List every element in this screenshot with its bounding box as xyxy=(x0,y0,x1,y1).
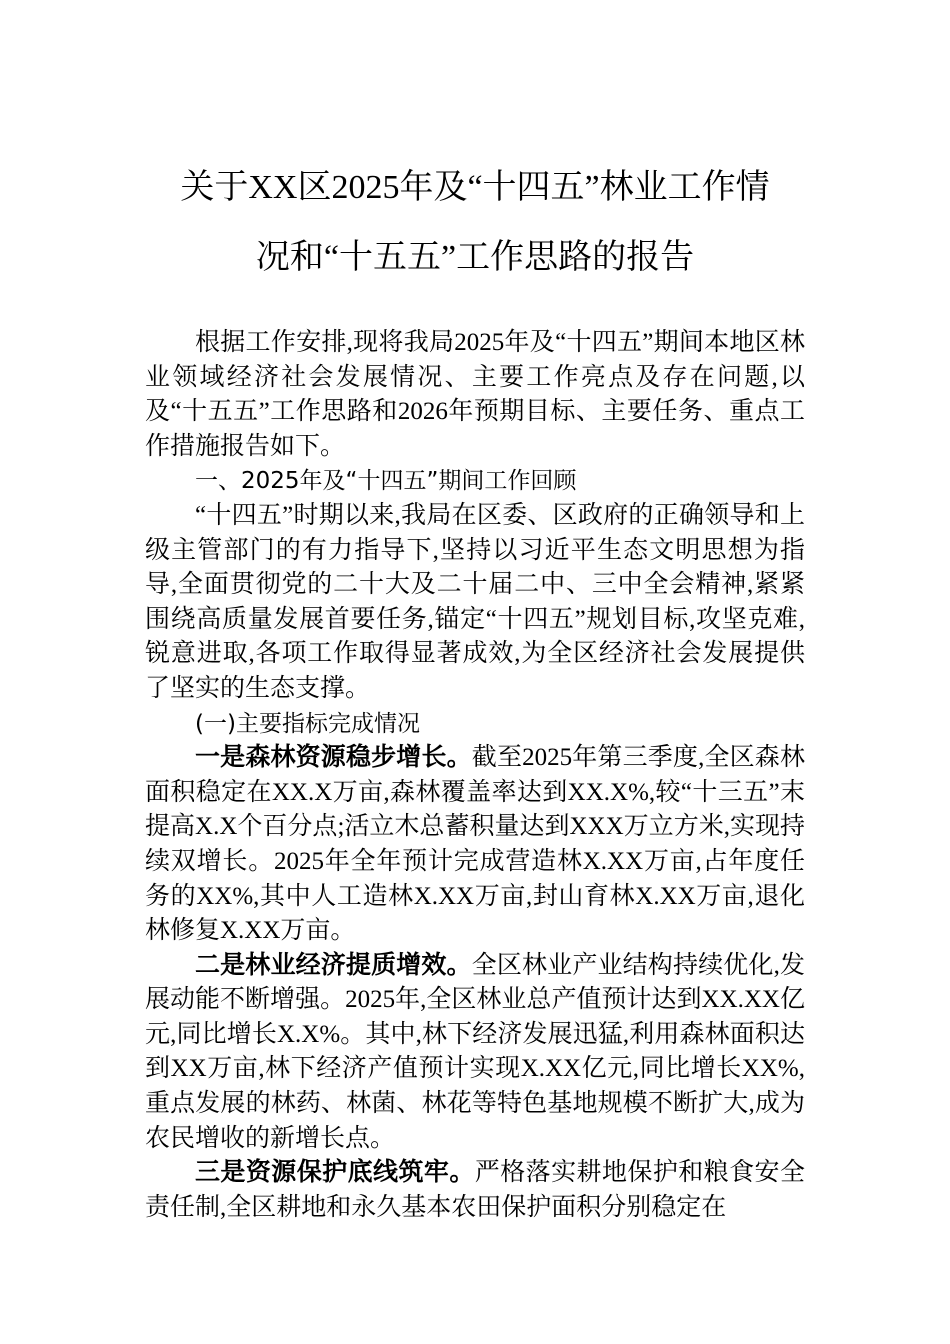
item-3-lead: 三是资源保护底线筑牢。 xyxy=(195,1159,475,1187)
item-1-paragraph xyxy=(145,741,805,949)
item-1-lead: 一是森林资源稳步增长。 xyxy=(195,744,472,772)
document-title-line-2: 况和“十五五”工作思路的报告 xyxy=(255,239,695,276)
section-1-paragraph: “十四五”时期以来,我局在区委、区政府的正确领导和上级主管部门的有力指导下,坚持以习近平生态文明思想为指导,全面贯彻党的二十大及二十届二中、三中全会精神,紧紧围绕高质量发展首要任务,锚定“十四五”规划目标,攻坚克难,锐意进取,各项工作取得显著成效,为全区经济社会发展提供了坚实的生态支撑。 xyxy=(145,501,805,702)
document-title-line-1: 关于XX区2025年及“十四五”林业工作情 xyxy=(180,169,770,206)
item-2-text: 全区林业产业结构持续优化,发展动能不断增强。2025年,全区林业总产值预计达到XX.XX亿元,同比增长X.X%。其中,林下经济发展迅猛,利用森林面积达到XX万亩,林下经济产值预计实现X.XX亿元,同比增长XX%,重点发展的林药、林菌、林花等特色基地规模不断扩大,成为农民增收的新增长点。 xyxy=(145,951,805,1152)
item-1-text: 截至2025年第三季度,全区森林面积稳定在XX.X万亩,森林覆盖率达到XX.X%,较“十三五”末提高X.X个百分点;活立木总蓄积量达到XXX万立方米,实现持续双增长。2025年全年预计完成营造林X.XX万亩,占年度任务的XX%,其中人工造林X.XX万亩,封山育林X.XX万亩,退化林修复X.XX万亩。 xyxy=(145,744,806,945)
document-body xyxy=(145,326,805,1225)
section-1-heading: 一、2025年及“十四五”期间工作回顾 xyxy=(195,468,577,495)
item-2-lead: 二是林业经济提质增效。 xyxy=(195,951,472,979)
item-3-text: 严格落实耕地保护和粮食安全责任制,全区耕地和永久基本农田保护面积分别稳定在 xyxy=(145,1159,805,1221)
item-2-paragraph xyxy=(145,949,805,1157)
item-3-paragraph xyxy=(145,1156,805,1225)
subsection-1-heading: (一)主要指标完成情况 xyxy=(195,710,420,737)
intro-paragraph: 根据工作安排,现将我局2025年及“十四五”期间本地区林业领域经济社会发展情况、主要工作亮点及存在问题,以及“十五五”工作思路和2026年预期目标、主要任务、重点工作措施报告如下。 xyxy=(145,329,805,460)
